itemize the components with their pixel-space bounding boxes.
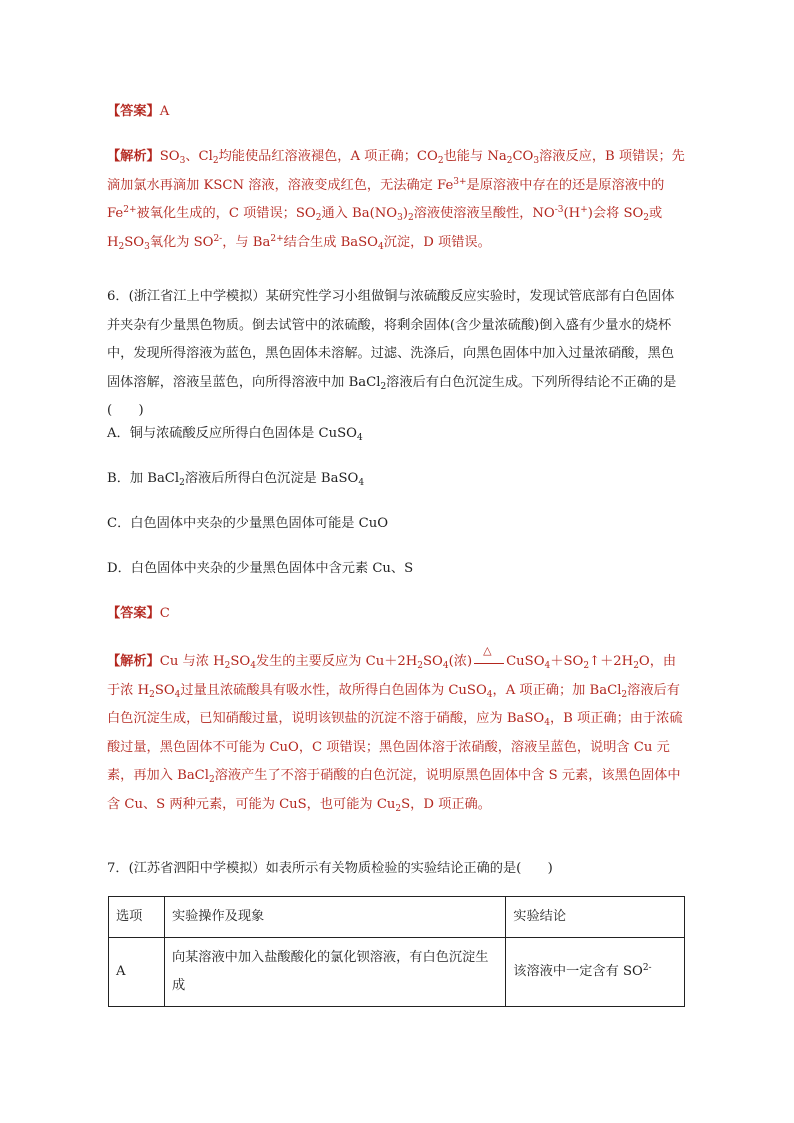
text: ，与 Ba	[222, 234, 271, 250]
text: 溶液后有白色沉淀生成，已知硝酸过量，说明该钡盐的沉淀不溶于硝酸，应为 BaSO	[107, 682, 680, 726]
answer-tag: 【答案】	[107, 606, 160, 621]
sup: 2+	[123, 205, 137, 215]
text: A．铜与浓硫酸反应所得白色固体是 CuSO	[107, 426, 357, 441]
sub: 4	[486, 689, 493, 700]
sup: 3+	[453, 176, 467, 187]
text: ＋SO	[550, 654, 584, 669]
sub: 2	[209, 775, 215, 785]
text: 溶液使溶液呈酸性，NO	[413, 206, 555, 221]
sub: 2	[380, 381, 387, 392]
sup: 2+	[270, 233, 284, 244]
text: Cu 与浓 H	[159, 654, 225, 669]
text: SO	[154, 682, 175, 698]
text: 6．(浙江省江上中学模拟）某研究性学习小组做铜与浓硫酸反应实验时，发现试管底部有白色固体并夹杂有少量黑色物质。倒去试管中的浓硫酸，将剩余固体(含少量浓硫酸)倒入盛有少量水的烧杯中，发现所得溶液为蓝色，黑色固体未溶解。过滤、洗涤后，向黑色固体中加入过量浓硝酸，黑色固体溶解，溶液呈蓝色，向所得溶液中加 BaCl	[107, 289, 675, 390]
text: ，A 项正确；加 BaCl	[492, 682, 622, 698]
text: 溶液后所得白色沉淀是 BaSO	[184, 471, 359, 486]
text: SO	[423, 654, 443, 669]
sub: 2	[583, 661, 590, 671]
text: 、Cl	[185, 149, 213, 164]
text: SO	[230, 654, 251, 669]
text: )会将 SO	[587, 206, 644, 221]
sub: 2	[417, 661, 424, 671]
option-c: C．白色固体中夹杂的少量黑色固体可能是 CuO	[107, 516, 389, 531]
answer-block-1	[107, 98, 687, 127]
answer-value: C	[159, 606, 170, 621]
analysis-tag: 【解析】	[107, 654, 160, 669]
text: 氧化为 SO	[149, 234, 214, 250]
answer-block-2	[107, 600, 687, 629]
text: 通入 Ba(NO	[321, 206, 398, 221]
sup: -3	[554, 205, 564, 215]
heat-arrow	[472, 643, 506, 669]
sub: 3	[179, 156, 186, 166]
sub: 3	[533, 156, 540, 166]
text: ↑＋2H	[589, 654, 634, 669]
header-cell: 选项	[109, 897, 165, 938]
sub: 4	[377, 241, 384, 252]
sub: 4	[174, 689, 181, 700]
question-7-stem: 7．(江苏省泗阳中学模拟）如表所示有关物质检验的实验结论正确的是( )	[107, 861, 553, 876]
sub: 2	[407, 213, 414, 223]
sub: 4	[544, 718, 550, 728]
text: 溶液反应，B 项错误；先滴加氯水再滴加 KSCN 溶液，溶液变成红色，无法确定 Fe	[107, 149, 685, 193]
header-cell: 实验结论	[506, 897, 685, 938]
table-cell: A	[109, 938, 165, 1007]
table-cell	[506, 938, 685, 1007]
text: )	[402, 206, 408, 221]
text: (浓)	[448, 654, 473, 669]
text: 或 H	[107, 206, 663, 250]
table-cell: 向某溶液中加入盐酸酸化的氯化钡溶液，有白色沉淀生成	[164, 938, 505, 1007]
sup: +	[580, 205, 588, 215]
sub: 2	[395, 803, 402, 814]
option-b	[107, 469, 364, 489]
text: CO	[512, 149, 534, 164]
text: 发生的主要反应为 Cu＋2H	[255, 654, 418, 669]
question-6-stem	[107, 283, 687, 426]
text: 均能使品红溶液褪色，A 项正确；CO	[218, 149, 438, 164]
sub: 2	[315, 213, 322, 223]
table-row	[109, 938, 685, 1007]
sub: 2	[621, 689, 628, 700]
sub: 4	[442, 661, 449, 671]
text: 溶液后有白色沉淀生成。下列所得结论不正确的是( )	[107, 374, 677, 418]
text: 沉淀，D 项错误。	[383, 234, 491, 250]
delta-symbol: △	[483, 643, 492, 657]
sub: 2	[224, 661, 231, 671]
text: 该溶液中一定含有 SO	[513, 964, 643, 979]
option-d: D．白色固体中夹杂的少量黑色固体中含元素 Cu、S	[107, 561, 414, 576]
text: S，D 项正确。	[401, 796, 491, 812]
text: (H	[563, 206, 581, 221]
text: 被氧化生成的，C 项错误；SO	[136, 206, 316, 221]
text: SO	[124, 234, 145, 250]
analysis-block-2	[107, 643, 687, 819]
text: 溶液产生了不溶于硝酸的白色沉淀，说明原黑色固体中含 S 元素，该黑色固体中含 Cu、S 两种元素，可能为 CuS，也可能为 Cu	[107, 768, 681, 812]
sub: 2	[437, 156, 444, 166]
sub: 2	[179, 478, 185, 488]
sub: 2	[118, 241, 125, 252]
sub: 4	[358, 478, 365, 488]
sub: 4	[356, 433, 363, 443]
text: SO	[159, 149, 180, 164]
option-a	[107, 424, 363, 444]
sub: 2	[633, 661, 639, 671]
analysis-block-1	[107, 143, 687, 257]
sub: 4	[250, 661, 256, 671]
text: 是原溶液中存在的还是原溶液中的 Fe	[107, 177, 665, 221]
sub: 3	[144, 241, 150, 252]
text: 也能与 Na	[443, 149, 507, 164]
header-cell: 实验操作及现象	[164, 897, 505, 938]
sub: 2	[149, 689, 155, 700]
text: 过量且浓硫酸具有吸水性，故所得白色固体为 CuSO	[180, 682, 487, 698]
table-header-row	[109, 897, 685, 938]
answer-tag: 【答案】	[107, 104, 160, 119]
sup: 2-	[642, 963, 652, 973]
sub: 4	[544, 661, 551, 671]
sub: 2	[212, 156, 219, 166]
q7-table	[108, 896, 685, 1007]
sub: 2	[643, 213, 650, 223]
text: B．加 BaCl	[107, 471, 180, 486]
sub: 3	[397, 213, 403, 223]
answer-value: A	[159, 104, 170, 119]
text: ，B 项正确；由于浓硫酸过量，黑色固体不可能为 CuO，C 项错误；黑色固体溶于浓硝酸，溶液呈蓝色，说明含 Cu 元素，再加入 BaCl	[107, 711, 683, 783]
text: O，由于浓 H	[107, 654, 677, 698]
text: CuSO	[506, 654, 545, 669]
sup: 2-	[213, 233, 223, 244]
analysis-tag: 【解析】	[107, 149, 160, 164]
sub: 2	[506, 156, 513, 166]
text: 结合生成 BaSO	[283, 234, 378, 250]
